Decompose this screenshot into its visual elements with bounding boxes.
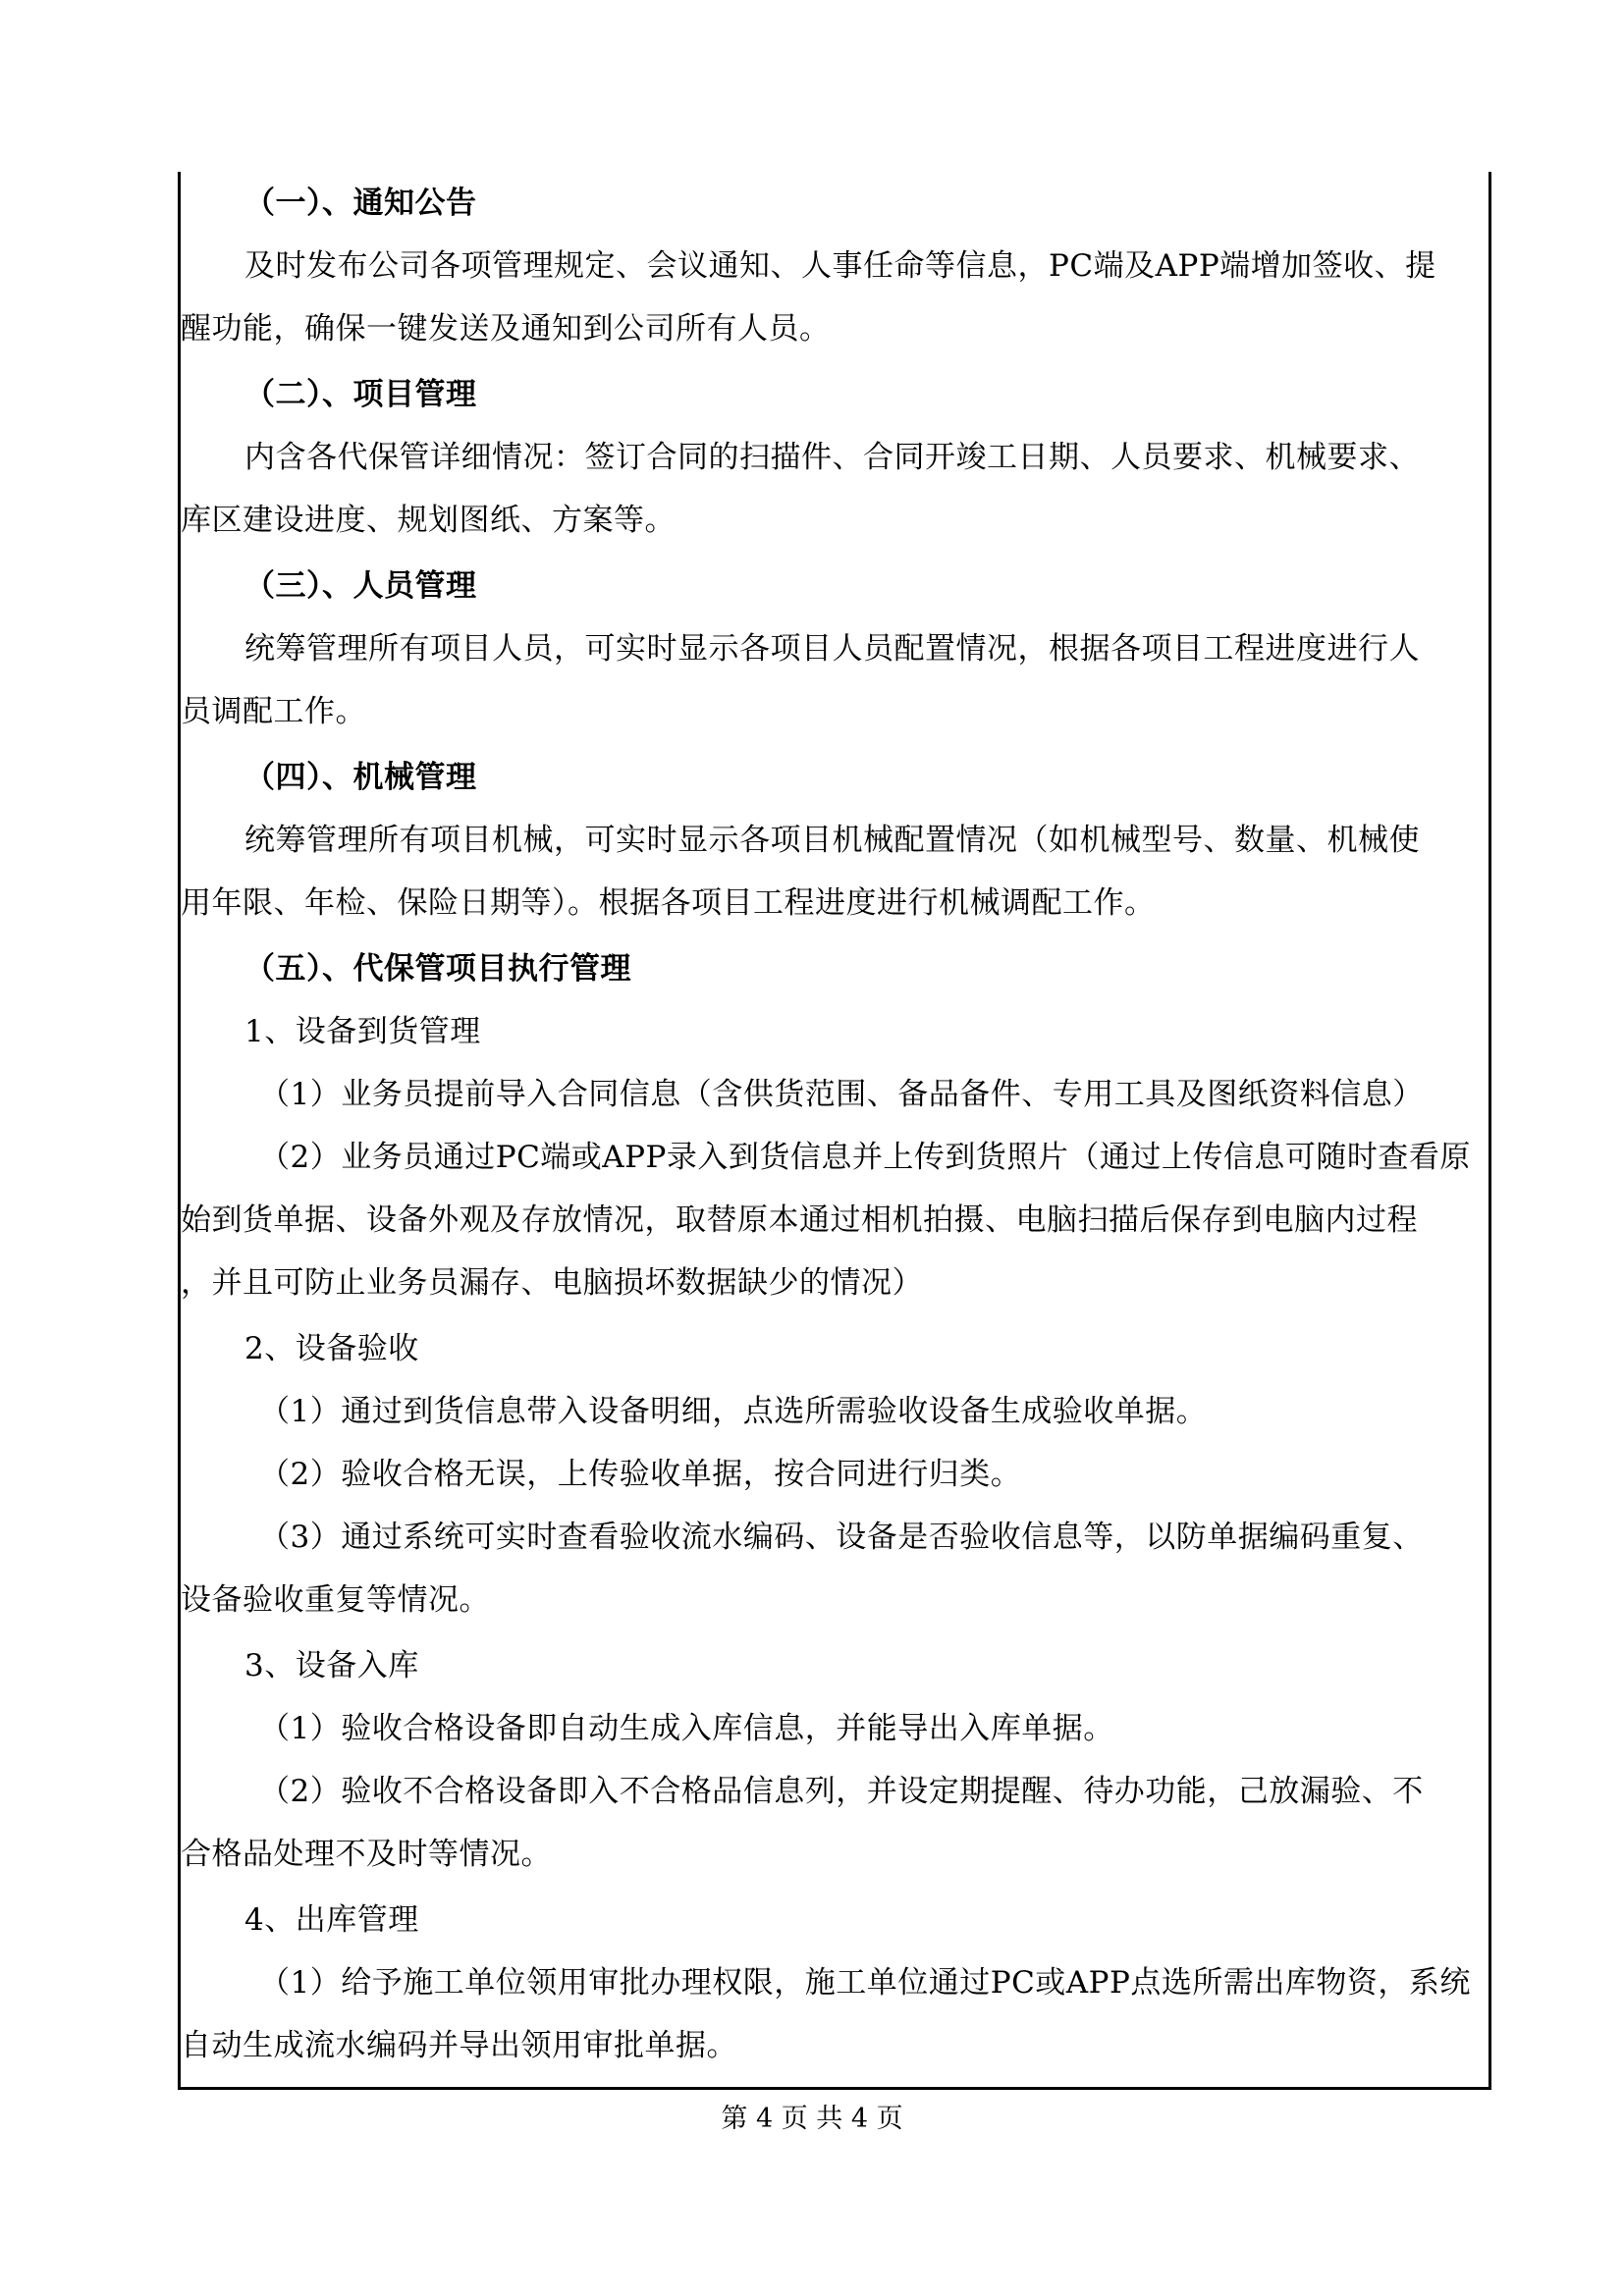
paragraph-line: 内含各代保管详细情况：签订合同的扫描件、合同开竣工日期、人员要求、机械要求、 (244, 440, 1420, 475)
section-heading-execution: （五）、代保管项目执行管理 (244, 951, 631, 987)
list-item-continuation: ，并且可防止业务员漏存、电脑损坏数据缺少的情况） (181, 1265, 923, 1301)
subsection-heading-warehousing: 3、设备入库 (244, 1648, 419, 1683)
section-heading-project: （二）、项目管理 (244, 377, 477, 412)
paragraph-line: 及时发布公司各项管理规定、会议通知、人事任命等信息，PC端及APP端增加签收、提 (244, 248, 1436, 284)
list-item-continuation: 自动生成流水编码并导出领用审批单据。 (181, 2028, 737, 2063)
document-frame (178, 172, 1491, 2090)
subsection-heading-acceptance: 2、设备验收 (244, 1331, 419, 1366)
subsection-heading-outbound: 4、出库管理 (244, 1902, 419, 1938)
list-item-continuation: 合格品处理不及时等情况。 (181, 1837, 552, 1872)
paragraph-line: 库区建设进度、规划图纸、方案等。 (181, 503, 676, 538)
list-item: （1）给予施工单位领用审批办理权限，施工单位通过PC或APP点选所需出库物资，系统 (259, 1965, 1471, 2001)
list-item: （2）业务员通过PC端或APP录入到货信息并上传到货照片（通过上传信息可随时查看原 (259, 1140, 1471, 1175)
list-item: （1）通过到货信息带入设备明细，点选所需验收设备生成验收单据。 (259, 1394, 1208, 1429)
list-item-continuation: 设备验收重复等情况。 (181, 1582, 490, 1618)
section-heading-notice: （一）、通知公告 (244, 186, 477, 221)
page-number: 第 4 页 共 4 页 (721, 2104, 903, 2134)
subsection-heading-arrival: 1、设备到货管理 (244, 1014, 481, 1049)
section-heading-personnel: （三）、人员管理 (244, 568, 477, 604)
paragraph-line: 统筹管理所有项目机械，可实时显示各项目机械配置情况（如机械型号、数量、机械使 (244, 823, 1420, 858)
paragraph-line: 用年限、年检、保险日期等）。根据各项目工程进度进行机械调配工作。 (181, 885, 1156, 921)
paragraph-line: 员调配工作。 (181, 694, 366, 729)
list-item-continuation: 始到货单据、设备外观及存放情况，取替原本通过相机拍摄、电脑扫描后保存到电脑内过程 (181, 1202, 1418, 1238)
paragraph-line: 醒功能，确保一键发送及通知到公司所有人员。 (181, 311, 831, 347)
list-item: （1）业务员提前导入合同信息（含供货范围、备品备件、专用工具及图纸资料信息） (259, 1077, 1424, 1112)
paragraph-line: 统筹管理所有项目人员，可实时显示各项目人员配置情况，根据各项目工程进度进行人 (244, 631, 1420, 667)
list-item: （2）验收合格无误，上传验收单据，按合同进行归类。 (259, 1457, 1022, 1492)
section-heading-machinery: （四）、机械管理 (244, 760, 477, 795)
list-item: （2）验收不合格设备即入不合格品信息列，并设定期提醒、待办功能，己放漏验、不 (259, 1774, 1424, 1809)
list-item: （1）验收合格设备即自动生成入库信息，并能导出入库单据。 (259, 1711, 1114, 1746)
list-item: （3）通过系统可实时查看验收流水编码、设备是否验收信息等，以防单据编码重复、 (259, 1520, 1424, 1555)
